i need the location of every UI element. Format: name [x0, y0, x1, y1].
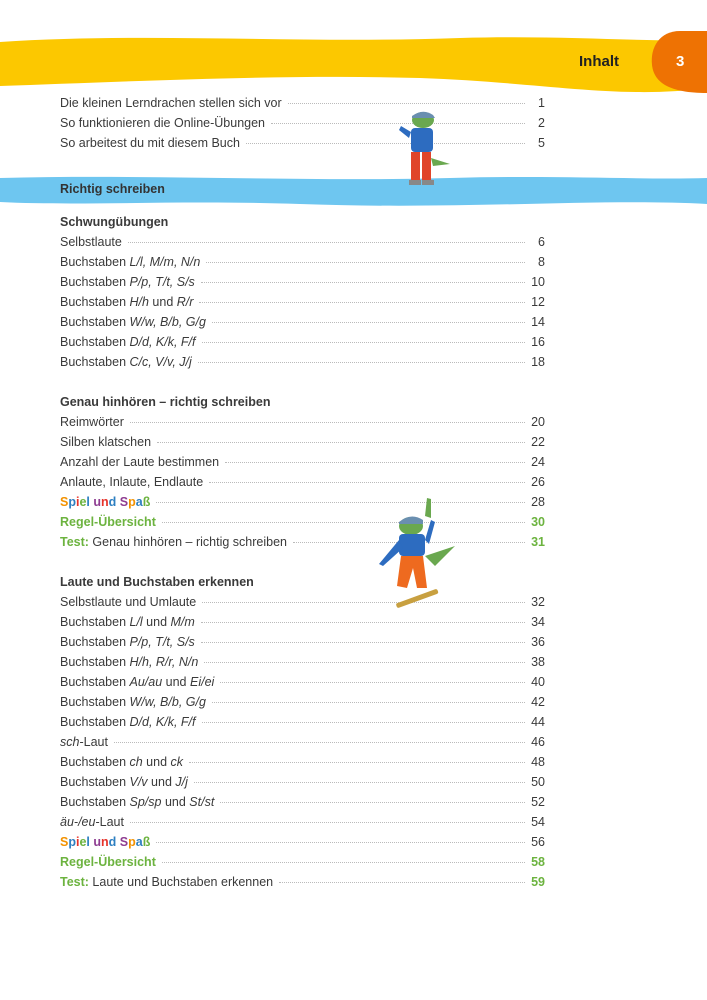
dot-leader — [202, 602, 525, 603]
page-number: 2 — [538, 116, 545, 130]
label-part: und — [142, 615, 171, 629]
entry-label — [60, 435, 151, 449]
group-heading: Laute und Buchstaben erkennen — [60, 575, 254, 589]
page-number: 26 — [531, 475, 545, 489]
entry-label — [60, 335, 196, 349]
page-number: 24 — [531, 455, 545, 469]
label-part: Buchstaben — [60, 255, 130, 269]
label-part: Ei/ei — [189, 675, 215, 689]
toc-entry[interactable] — [60, 255, 545, 275]
dot-leader — [130, 822, 525, 823]
page-number: 59 — [531, 875, 545, 889]
toc-entry[interactable] — [60, 435, 545, 455]
entry-label — [60, 96, 282, 110]
label-part: und — [162, 675, 190, 689]
dot-leader — [202, 342, 526, 343]
toc-entry[interactable] — [60, 515, 545, 535]
label-part: Genau hinhören – richtig schreiben — [88, 535, 287, 549]
label-part: H/h, R/r, N/n — [129, 655, 199, 669]
label-part: So arbeitest du mit diesem Buch — [60, 136, 240, 150]
label-part: H/h — [129, 295, 149, 309]
dot-leader — [206, 262, 525, 263]
entry-label — [60, 875, 273, 889]
label-part: Silben klatschen — [60, 435, 152, 449]
label-part: Die kleinen Lerndrachen stellen sich vor — [60, 96, 282, 110]
toc-entry[interactable] — [60, 136, 545, 156]
dot-leader — [220, 682, 525, 683]
dot-leader — [220, 802, 525, 803]
toc-entry[interactable] — [60, 415, 545, 435]
page-number: 58 — [531, 855, 545, 869]
entry-label — [60, 475, 203, 489]
page-number: 8 — [538, 255, 545, 269]
toc-entry[interactable] — [60, 855, 545, 875]
entry-label — [60, 355, 192, 369]
label-part: Buchstaben — [60, 715, 130, 729]
entry-label — [60, 595, 196, 609]
toc-entry[interactable] — [60, 675, 545, 695]
page-number: 6 — [538, 235, 545, 249]
entry-label — [60, 795, 214, 809]
page-number: 31 — [531, 535, 545, 549]
toc-entry[interactable] — [60, 735, 545, 755]
entry-label — [60, 635, 195, 649]
toc-entry[interactable] — [60, 795, 545, 815]
label-part: Selbstlaute — [60, 235, 122, 249]
label-part: Buchstaben — [60, 755, 130, 769]
dot-leader — [114, 742, 525, 743]
label-part: Buchstaben — [60, 275, 130, 289]
dot-leader — [189, 762, 525, 763]
label-part: sch — [60, 735, 80, 749]
label-part: Au/au — [129, 675, 163, 689]
toc-entry[interactable] — [60, 275, 545, 295]
page-number: 20 — [531, 415, 545, 429]
entry-label — [60, 275, 195, 289]
entry-label — [60, 775, 188, 789]
page-number: 1 — [538, 96, 545, 110]
label-part: und — [161, 795, 190, 809]
toc-entry[interactable] — [60, 475, 545, 495]
dot-leader — [130, 422, 525, 423]
page-number: 36 — [531, 635, 545, 649]
toc-entry[interactable] — [60, 815, 545, 835]
toc-entry[interactable] — [60, 835, 545, 855]
page-number: 42 — [531, 695, 545, 709]
label-part: und — [147, 775, 176, 789]
dot-leader — [212, 322, 525, 323]
label-part: Buchstaben — [60, 655, 130, 669]
label-part: Sp/sp — [129, 795, 162, 809]
page-number: 16 — [531, 335, 545, 349]
page-title: Inhalt — [579, 53, 619, 70]
entry-label — [60, 315, 206, 329]
label-part: Buchstaben — [60, 295, 130, 309]
dot-leader — [246, 143, 525, 144]
page-number: 12 — [531, 295, 545, 309]
label-part: R/r — [176, 295, 194, 309]
label-part: und — [148, 295, 177, 309]
entry-label — [60, 655, 198, 669]
page-number: 34 — [531, 615, 545, 629]
dot-leader — [288, 103, 525, 104]
entry-label — [60, 615, 195, 629]
entry-label — [60, 715, 196, 729]
page-number: 18 — [531, 355, 545, 369]
dot-leader — [157, 442, 525, 443]
label-part: L/l, M/m, N/n — [129, 255, 201, 269]
label-part: P/p, T/t, S/s — [129, 275, 195, 289]
entry-label — [60, 455, 219, 469]
entry-label — [60, 136, 240, 150]
label-part: -Laut — [79, 735, 108, 749]
entry-label — [60, 495, 150, 509]
page-number: 3 — [676, 53, 685, 70]
toc-entry[interactable] — [60, 775, 545, 795]
dot-leader — [162, 522, 525, 523]
label-part: W/w, B/b, G/g — [129, 315, 206, 329]
toc-entry[interactable] — [60, 495, 545, 515]
dragon-illustration — [395, 108, 455, 190]
entry-label — [60, 855, 156, 869]
section-title: Richtig schreiben — [60, 182, 165, 196]
page-number: 52 — [531, 795, 545, 809]
skateboarding-dragon-illustration — [375, 496, 460, 616]
label-part: Selbstlaute und Umlaute — [60, 595, 197, 609]
toc-entry[interactable] — [60, 635, 545, 655]
toc-entry[interactable] — [60, 235, 545, 255]
page-number: 54 — [531, 815, 545, 829]
dot-leader — [156, 842, 525, 843]
toc-entry[interactable] — [60, 455, 545, 475]
dot-leader — [202, 722, 526, 723]
toc-entry[interactable] — [60, 315, 545, 335]
page-number: 40 — [531, 675, 545, 689]
entry-label — [60, 835, 150, 849]
entry-label — [60, 735, 108, 749]
label-part: C/c, V/v, J/j — [129, 355, 192, 369]
toc-entry[interactable] — [60, 695, 545, 715]
label-part: Buchstaben — [60, 315, 130, 329]
dot-leader — [225, 462, 525, 463]
page-number: 14 — [531, 315, 545, 329]
label-part: L/l — [129, 615, 143, 629]
page-number: 44 — [531, 715, 545, 729]
entry-label — [60, 116, 265, 130]
toc-entry[interactable] — [60, 355, 545, 375]
label-part: P/p, T/t, S/s — [129, 635, 195, 649]
label-part: ch — [129, 755, 143, 769]
label-part: Buchstaben — [60, 775, 130, 789]
test-prefix: Test: — [60, 875, 89, 889]
page-number: 48 — [531, 755, 545, 769]
test-prefix: Test: — [60, 535, 89, 549]
label-part: Anlaute, Inlaute, Endlaute — [60, 475, 204, 489]
entry-label — [60, 415, 124, 429]
label-part: Buchstaben — [60, 695, 130, 709]
toc-entry[interactable] — [60, 875, 545, 895]
toc-entry[interactable] — [60, 295, 545, 315]
dot-leader — [128, 242, 525, 243]
label-part: Buchstaben — [60, 335, 130, 349]
page-number: 30 — [531, 515, 545, 529]
label-part: St/st — [189, 795, 215, 809]
toc-entry[interactable] — [60, 715, 545, 735]
label-part: Buchstaben — [60, 355, 130, 369]
toc-entry[interactable] — [60, 595, 545, 615]
entry-label — [60, 675, 214, 689]
label-part: ck — [170, 755, 184, 769]
label-part: Laute und Buchstaben erkennen — [88, 875, 274, 889]
label-part: äu-/eu — [60, 815, 96, 829]
label-part: J/j — [175, 775, 188, 789]
label-part: D/d, K/k, F/f — [129, 715, 196, 729]
page-number: 50 — [531, 775, 545, 789]
dot-leader — [162, 862, 525, 863]
dot-leader — [198, 362, 525, 363]
entry-label — [60, 515, 156, 529]
label-part: Spiel und Spaß — [60, 495, 151, 509]
page-number: 5 — [538, 136, 545, 150]
entry-label — [60, 755, 183, 769]
page-number: 46 — [531, 735, 545, 749]
entry-label — [60, 255, 200, 269]
label-part: Buchstaben — [60, 615, 130, 629]
label-part: W/w, B/b, G/g — [129, 695, 206, 709]
page-number: 10 — [531, 275, 545, 289]
toc-entry[interactable] — [60, 615, 545, 635]
dot-leader — [209, 482, 525, 483]
toc-entry[interactable] — [60, 655, 545, 675]
dot-leader — [201, 282, 525, 283]
dot-leader — [201, 622, 525, 623]
page-number: 28 — [531, 495, 545, 509]
label-part: Buchstaben — [60, 675, 130, 689]
entry-label — [60, 815, 124, 829]
label-part: Buchstaben — [60, 635, 130, 649]
page-number: 56 — [531, 835, 545, 849]
dot-leader — [194, 782, 525, 783]
group-heading: Genau hinhören – richtig schreiben — [60, 395, 271, 409]
dot-leader — [199, 302, 525, 303]
label-part: Buchstaben — [60, 795, 130, 809]
page-number: 38 — [531, 655, 545, 669]
entry-label — [60, 235, 122, 249]
label-part: und — [142, 755, 171, 769]
label-part: Regel-Übersicht — [60, 855, 156, 869]
toc-entry[interactable] — [60, 755, 545, 775]
label-part: D/d, K/k, F/f — [129, 335, 196, 349]
label-part: So funktionieren die Online-Übungen — [60, 116, 265, 130]
entry-label — [60, 695, 206, 709]
toc-entry[interactable] — [60, 335, 545, 355]
page-number: 32 — [531, 595, 545, 609]
label-part: Anzahl der Laute bestimmen — [60, 455, 220, 469]
toc-entry[interactable] — [60, 116, 545, 136]
dot-leader — [212, 702, 525, 703]
group-heading: Schwungübungen — [60, 215, 169, 229]
dot-leader — [204, 662, 525, 663]
dot-leader — [156, 502, 525, 503]
entry-label — [60, 295, 193, 309]
label-part: V/v — [129, 775, 148, 789]
dot-leader — [201, 642, 525, 643]
label-part: Spiel und Spaß — [60, 835, 151, 849]
label-part: Regel-Übersicht — [60, 515, 156, 529]
dot-leader — [279, 882, 525, 883]
toc-entry[interactable] — [60, 535, 545, 555]
label-part: Reimwörter — [60, 415, 124, 429]
toc-entry[interactable] — [60, 96, 545, 116]
label-part: -Laut — [95, 815, 124, 829]
page-number: 22 — [531, 435, 545, 449]
label-part: M/m — [170, 615, 195, 629]
entry-label — [60, 535, 287, 549]
